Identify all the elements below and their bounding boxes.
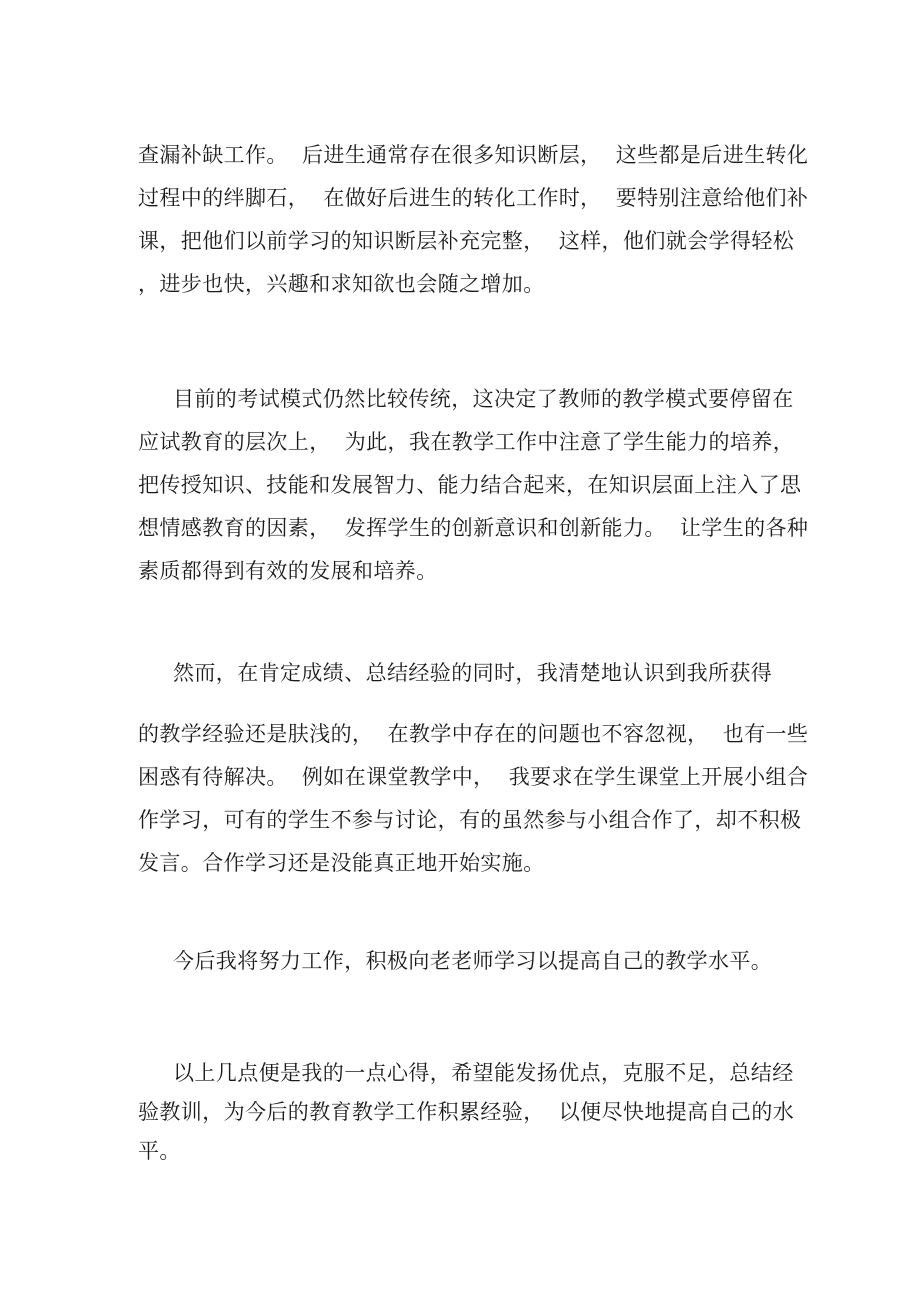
paragraph-2-line-4: 想情感教育的因素， 发挥学生的创新意识和创新能力。 让学生的各种 [138, 516, 809, 540]
paragraph-3-line-1: 然而，在肯定成绩、总结经验的同时，我清楚地认识到我所获得 [173, 661, 773, 685]
paragraph-1-line-2: 过程中的绊脚石， 在做好后进生的转化工作时， 要特别注意给他们补 [138, 186, 809, 210]
paragraph-1-line-3: 课，把他们以前学习的知识断层补充完整， 这样，他们就会学得轻松 [138, 229, 795, 253]
paragraph-4-line-4: 发言。合作学习还是没能真正地开始实施。 [138, 851, 545, 875]
paragraph-2-line-5: 素质都得到有效的发展和培养。 [138, 559, 438, 583]
paragraph-6-line-3: 平。 [138, 1139, 181, 1163]
paragraph-4-line-2: 困惑有待解决。 例如在课堂教学中， 我要求在学生课堂上开展小组合 [138, 765, 809, 789]
paragraph-6-line-2: 验教训，为今后的教育教学工作积累经验， 以便尽快地提高自己的水 [138, 1100, 795, 1124]
paragraph-2-line-3: 把传授知识、技能和发展智力、能力结合起来，在知识层面上注入了思 [138, 473, 802, 497]
paragraph-1-line-1: 查漏补缺工作。 后进生通常存在很多知识断层， 这些都是后进生转化 [138, 143, 809, 167]
paragraph-4-line-1: 的教学经验还是肤浅的， 在教学中存在的问题也不容忽视， 也有一些 [138, 722, 809, 746]
paragraph-5-line-1: 今后我将努力工作，积极向老老师学习以提高自己的教学水平。 [173, 949, 773, 973]
paragraph-6-line-1: 以上几点便是我的一点心得，希望能发扬优点，克服不足，总结经 [173, 1061, 794, 1085]
paragraph-2-line-1: 目前的考试模式仍然比较传统，这决定了教师的教学模式要停留在 [173, 387, 794, 411]
paragraph-1-line-4: ，进步也快，兴趣和求知欲也会随之增加。 [138, 272, 545, 296]
paragraph-4-line-3: 作学习，可有的学生不参与讨论，有的虽然参与小组合作了，却不积极 [138, 808, 802, 832]
paragraph-2-line-2: 应试教育的层次上， 为此，我在教学工作中注意了学生能力的培养， [138, 430, 795, 454]
